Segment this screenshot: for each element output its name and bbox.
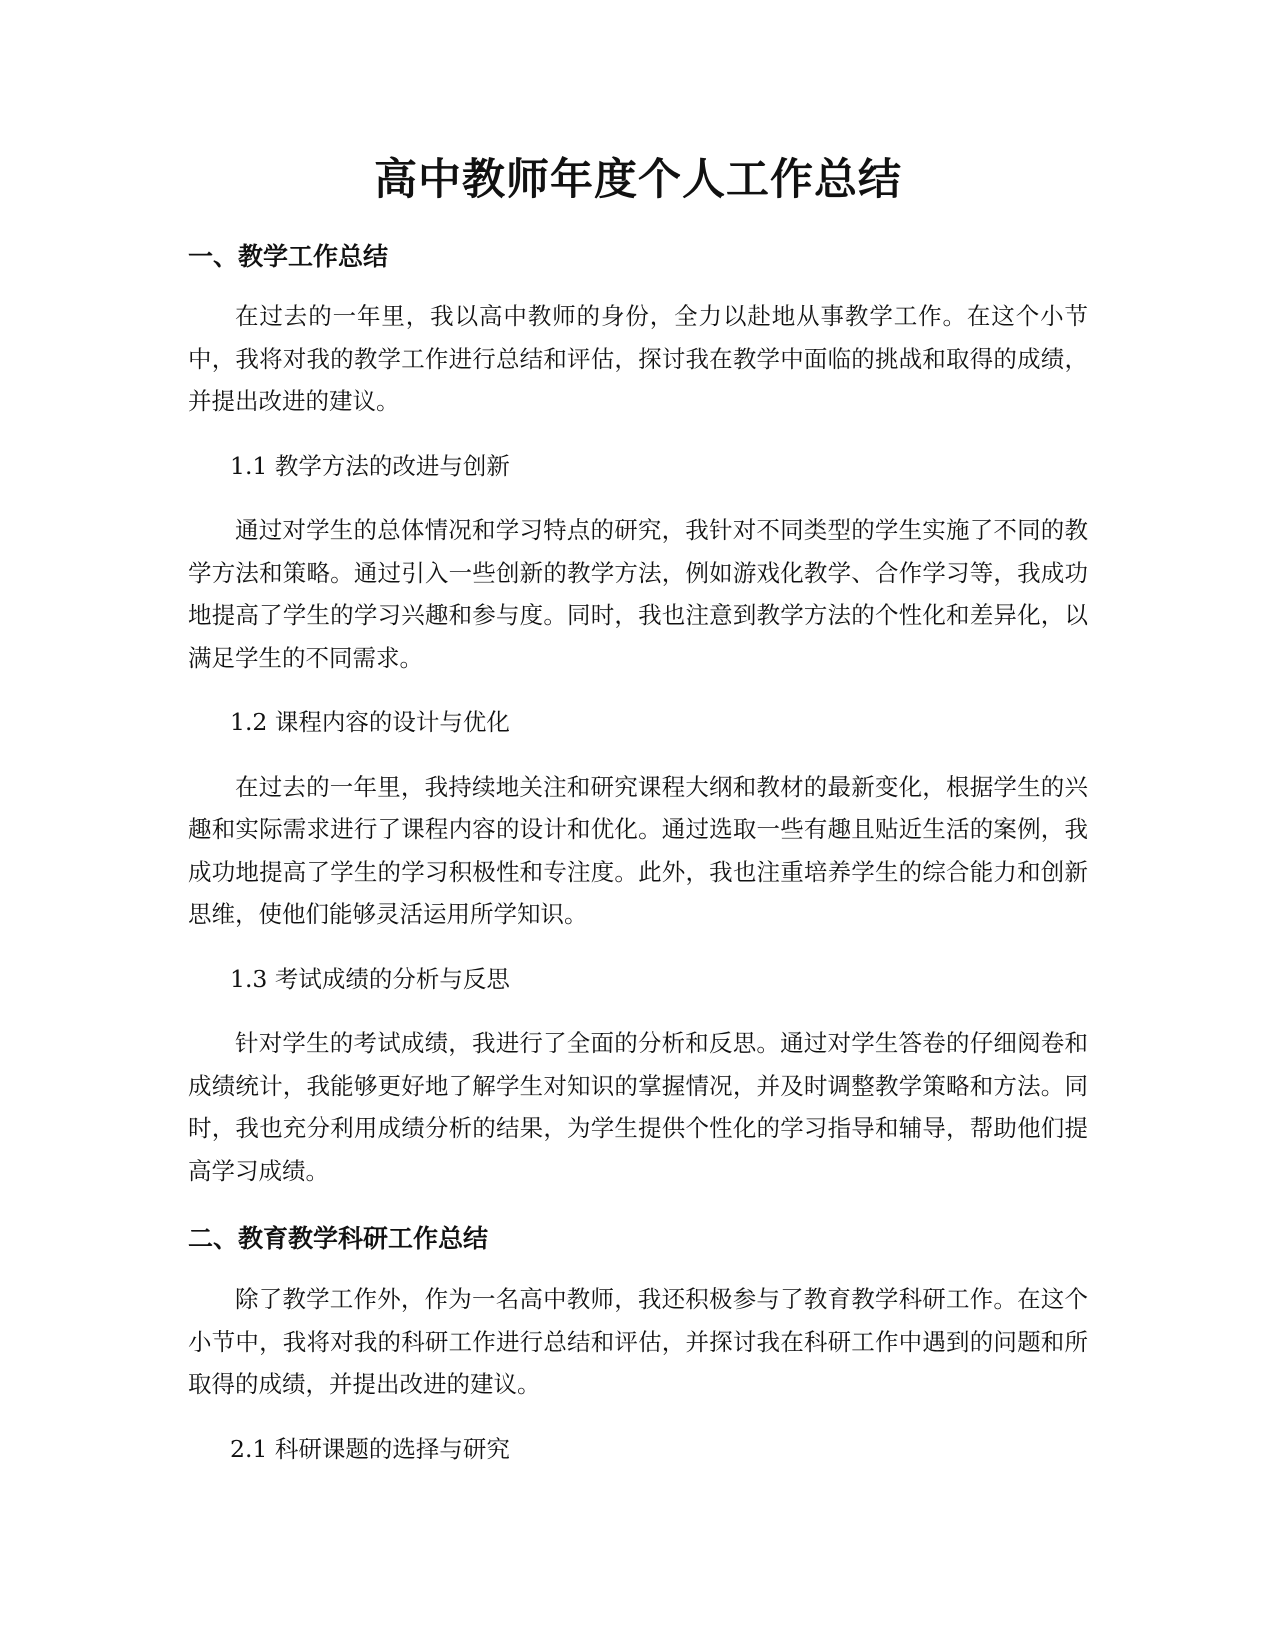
section-intro-research: 除了教学工作外，作为一名高中教师，我还积极参与了教育教学科研工作。在这个小节中，我将对我的科研工作进行总结和评估，并探讨我在科研工作中遇到的问题和所取得的成绩，并提出改进的建议。: [188, 1285, 1088, 1398]
section-heading-research: 二、教育教学科研工作总结: [188, 1224, 489, 1253]
section-intro-teaching: 在过去的一年里，我以高中教师的身份，全力以赴地从事教学工作。在这个小节中，我将对我的教学工作进行总结和评估，探讨我在教学中面临的挑战和取得的成绩，并提出改进的建议。: [188, 302, 1088, 415]
subsection-title-1-2: 1.2 课程内容的设计与优化: [230, 708, 510, 736]
subsection-title-1-3: 1.3 考试成绩的分析与反思: [230, 964, 510, 993]
subsection-body-1-3: 针对学生的考试成绩，我进行了全面的分析和反思。通过对学生答卷的仔细阅卷和成绩统计，我能够更好地了解学生对知识的掌握情况，并及时调整教学策略和方法。同时，我也充分利用成绩分析的结果，为学生提供个性化的学习指导和辅导，帮助他们提高学习成绩。: [188, 1029, 1088, 1185]
subsection-body-1-2: 在过去的一年里，我持续地关注和研究课程大纲和教材的最新变化，根据学生的兴趣和实际需求进行了课程内容的设计和优化。通过选取一些有趣且贴近生活的案例，我成功地提高了学生的学习积极性和专注度。此外，我也注重培养学生的综合能力和创新思维，使他们能够灵活运用所学知识。: [188, 772, 1088, 928]
document-body: [188, 140, 1088, 1470]
subsection-title-1-1: 1.1 教学方法的改进与创新: [230, 451, 510, 480]
section-heading-teaching: 一、教学工作总结: [188, 242, 389, 271]
subsection-body-1-1: 通过对学生的总体情况和学习特点的研究，我针对不同类型的学生实施了不同的教学方法和策略。通过引入一些创新的教学方法，例如游戏化教学、合作学习等，我成功地提高了学生的学习兴趣和参与度。同时，我也注意到教学方法的个性化和差异化，以满足学生的不同需求。: [188, 516, 1088, 672]
subsection-title-2-1: 2.1 科研课题的选择与研究: [230, 1434, 510, 1463]
page-title: 高中教师年度个人工作总结: [374, 155, 902, 205]
